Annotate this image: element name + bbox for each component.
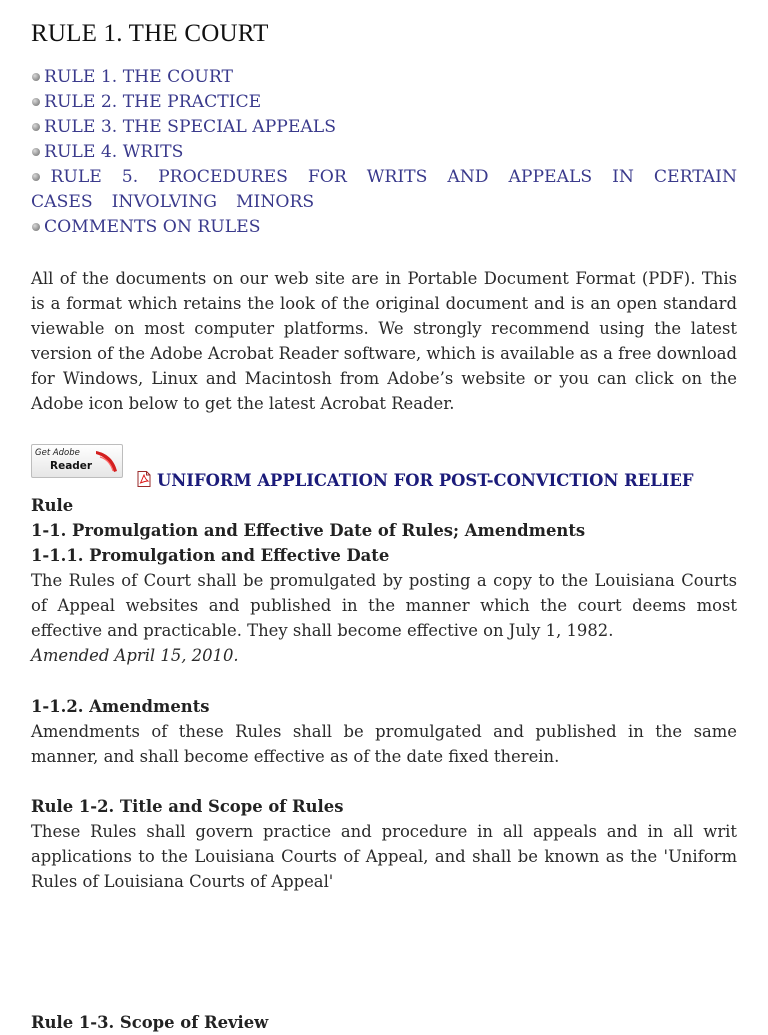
section-1-1-1 [31,543,737,668]
pdf-file-icon [137,471,151,487]
amended-note: Amended April 15, 2010. [31,646,239,665]
rules-nav [31,65,737,240]
section-heading: 1-1.1. Promulgation and Effective Date [31,546,390,565]
section-heading: Rule 1-2. Title and Scope of Rules [31,797,344,816]
rule-prefix: Rule [31,496,74,515]
section-heading: Rule 1-3. Scope of Review [31,1013,269,1032]
bullet-icon [32,73,40,81]
nav-item-rule-4[interactable]: RULE 4. WRITS [31,140,737,165]
section-rule-1-2 [31,794,737,894]
badge-get-label: Get Adobe [35,448,80,458]
bullet-icon [32,123,40,131]
bullet-icon [32,173,40,181]
bullet-icon [32,223,40,231]
bullet-icon [32,148,40,156]
nav-item-rule-3[interactable]: RULE 3. THE SPECIAL APPEALS [31,115,737,140]
page-title: RULE 1. THE COURT [31,20,269,47]
nav-item-rule-5[interactable]: RULE 5. PROCEDURES FOR WRITS AND APPEALS IN CERTAIN CASES INVOLVING MINORS [31,167,737,212]
bullet-icon [32,98,40,106]
section-body: The Rules of Court shall be promulgated by posting a copy to the Louisiana Courts of Appeal websites and published in the manner which the court deems most effective and practicable. They shall become effective on July 1, 1982. [31,571,737,640]
nav-item-comments[interactable]: COMMENTS ON RULES [31,215,737,240]
rule-1-1-line [31,468,737,543]
section-rule-1-3 [31,1010,737,1035]
rule-1-1-heading: 1-1. Promulgation and Effective Date of Rules; Amendments [31,521,586,540]
section-1-1-2 [31,694,737,769]
badge-reader-label: Reader [50,460,93,472]
post-conviction-relief-pdf-link[interactable]: UNIFORM APPLICATION FOR POST-CONVICTION RELIEF [157,471,694,490]
nav-item-rule-1[interactable]: RULE 1. THE COURT [31,65,737,90]
section-body: Amendments of these Rules shall be promulgated and published in the same manner, and shall become effective as of the date fixed therein. [31,722,737,766]
section-heading: 1-1.2. Amendments [31,697,210,716]
nav-item-rule-2[interactable]: RULE 2. THE PRACTICE [31,90,737,115]
pdf-intro-paragraph: All of the documents on our web site are in Portable Document Format (PDF). This is a format which retains the look of the original document and is an open standard viewable on most computer platforms. We strongly recommend using the latest version of the Adobe Acrobat Reader software, which is available as a free download for Windows, Linux and Macintosh from Adobe’s website or you can click on the Adobe icon below to get the latest Acrobat Reader. [31,269,737,413]
section-body: These Rules shall govern practice and procedure in all appeals and in all writ applications to the Louisiana Courts of Appeal, and shall be known as the 'Uniform Rules of Louisiana Courts of Appeal' [31,822,737,891]
